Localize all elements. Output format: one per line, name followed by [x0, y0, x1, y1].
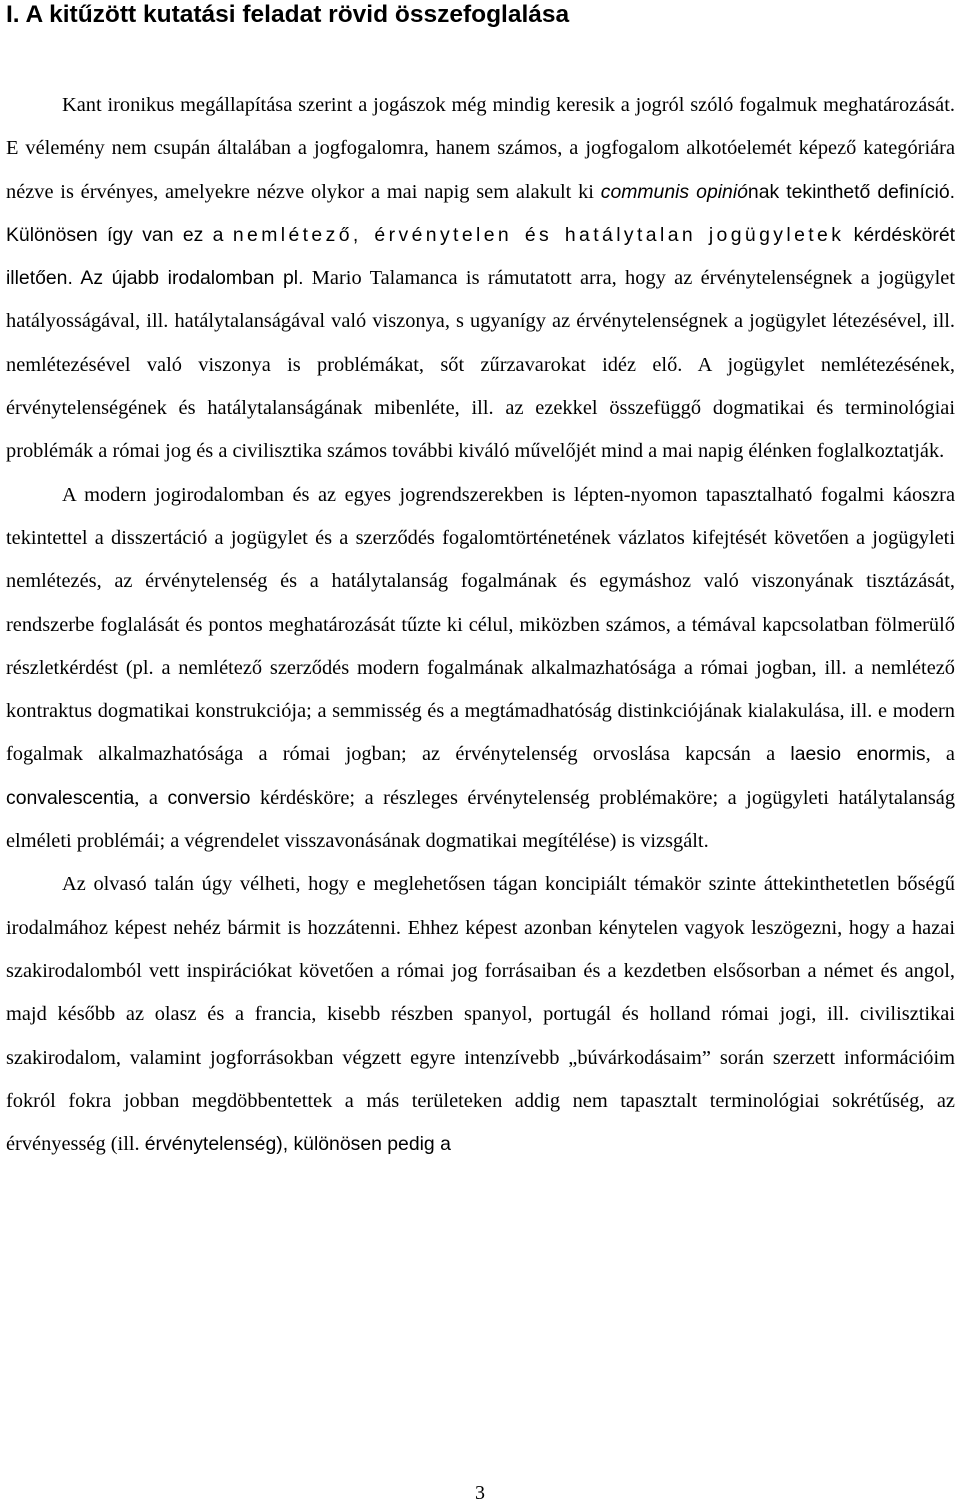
paragraph-2 [6, 474, 955, 864]
p3-term: érvénytelenség [144, 1133, 277, 1156]
p3-text-1: Az olvasó talán úgy vélheti, hogy e meglehetősen tágan koncipiált témakör szinte áttekinthetetlen bőségű irodalmához képest nehéz bármit is hozzátenni. Ehhez képest azonban kénytelen vagyok leszögezni, hogy a hazai szakirodalomból vett inspirációkat követően a római jog forrásaiban és a kezdetben elsősorban a német és angol, majd később az olasz és a francia, kisebb részben spanyol, portugál és holland római jogi, ill. civilisztikai szakirodalom, valamint jogforrásokban végzett egyre intenzívebb „búvárkodásaim” során szerzett információim fokról fokra jobban megdöbbentettek a más területeken addig nem tapasztalt terminológiai sokrétűség, az érvényesség (ill. [6, 873, 955, 1156]
page-number: 3 [475, 1482, 485, 1504]
section-heading: I. A kitűzött kutatási feladat rövid összefoglalása [6, 1, 570, 28]
p2-text-4: kérdésköre; a részleges érvénytelenség problémaköre; a jogügyleti hatálytalanság elméleti problémái; a végrendelet visszavonásának dogmatikai megítélése) is vizsgált. [6, 786, 956, 853]
p2-text-2: , a [925, 743, 955, 766]
paragraph-1 [6, 84, 955, 474]
p1-text-5: Az újabb irodalomban pl. [72, 267, 304, 290]
italic-term-communis-opinio: communis opinió [600, 180, 748, 203]
p3-text-2: ), különösen pedig a [276, 1133, 451, 1156]
p1-text-2: nak tekinthető definíció. [747, 180, 955, 203]
term-conversio: conversio [167, 786, 251, 809]
p1-text-4: kérdéskörét illetően. [6, 223, 955, 290]
term-convalescentia: convalescentia [6, 786, 135, 809]
body-text [6, 84, 955, 1166]
p1-text-1: Kant ironikus megállapítása szerint a jogászok még mindig keresik a jogról szóló fogalmuk meghatározását. E vélemény nem csupán általában a jogfogalomra, hanem számos, a jogfogalom alkotóelemét képező kategóriára nézve is érvényes, amelyekre nézve olykor a mai napig sem alakult ki [6, 94, 955, 203]
spaced-term: nemlétező, érvénytelen és hatálytalan jogügyletek [232, 223, 845, 246]
p2-text-1: A modern jogirodalomban és az egyes jogrendszerekben is lépten-nyomon tapasztalható fogalmi káoszra tekintettel a disszertáció a jogügylet és a szerződés fogalomtörténetének vázlatos kifejtését követően a jogügyleti nemlétezés, az érvénytelenség és a hatálytalanság fogalmának és egymáshoz való viszonyának tisztázását, rendszerbe foglalását és pontos meghatározását tűzte ki célul, miközben számos, a témával kapcsolatban fölmerülő részletkérdést (pl. a nemlétező szerződés modern fogalmának alkalmazhatósága a római jogban, ill. a nemlétező kontraktus dogmatikai konstrukciója; a semmisség és a megtámadhatóság distinkciójának kialakulása, ill. e modern fogalmak alkalmazhatósága a római jogban; az érvénytelenség orvoslása kapcsán a [6, 483, 955, 766]
p2-text-3: , a [134, 786, 168, 809]
term-laesio-enormis: laesio enormis [790, 743, 926, 766]
p1-text-3: Különösen így van ez a [6, 223, 233, 246]
p1-text-6: Mario Talamanca is rámutatott arra, hogy az érvénytelenségnek a jogügylet hatályosságával, ill. hatálytalanságával való viszonya, s ugyanígy az érvénytelenségnek a jogügylet létezésével, ill. nemlétezésével való viszonya is problémákat, sőt zűrzavarokat idéz elő. A jogügylet nemlétezésének, érvénytelenségének és hatálytalanságának mibenléte, ill. az ezekkel összefüggő dogmatikai és terminológiai problémák a római jog és a civilisztika számos további kiváló művelőjét mind a mai napig élénken foglalkoztatják. [6, 267, 955, 463]
paragraph-3 [6, 863, 955, 1166]
